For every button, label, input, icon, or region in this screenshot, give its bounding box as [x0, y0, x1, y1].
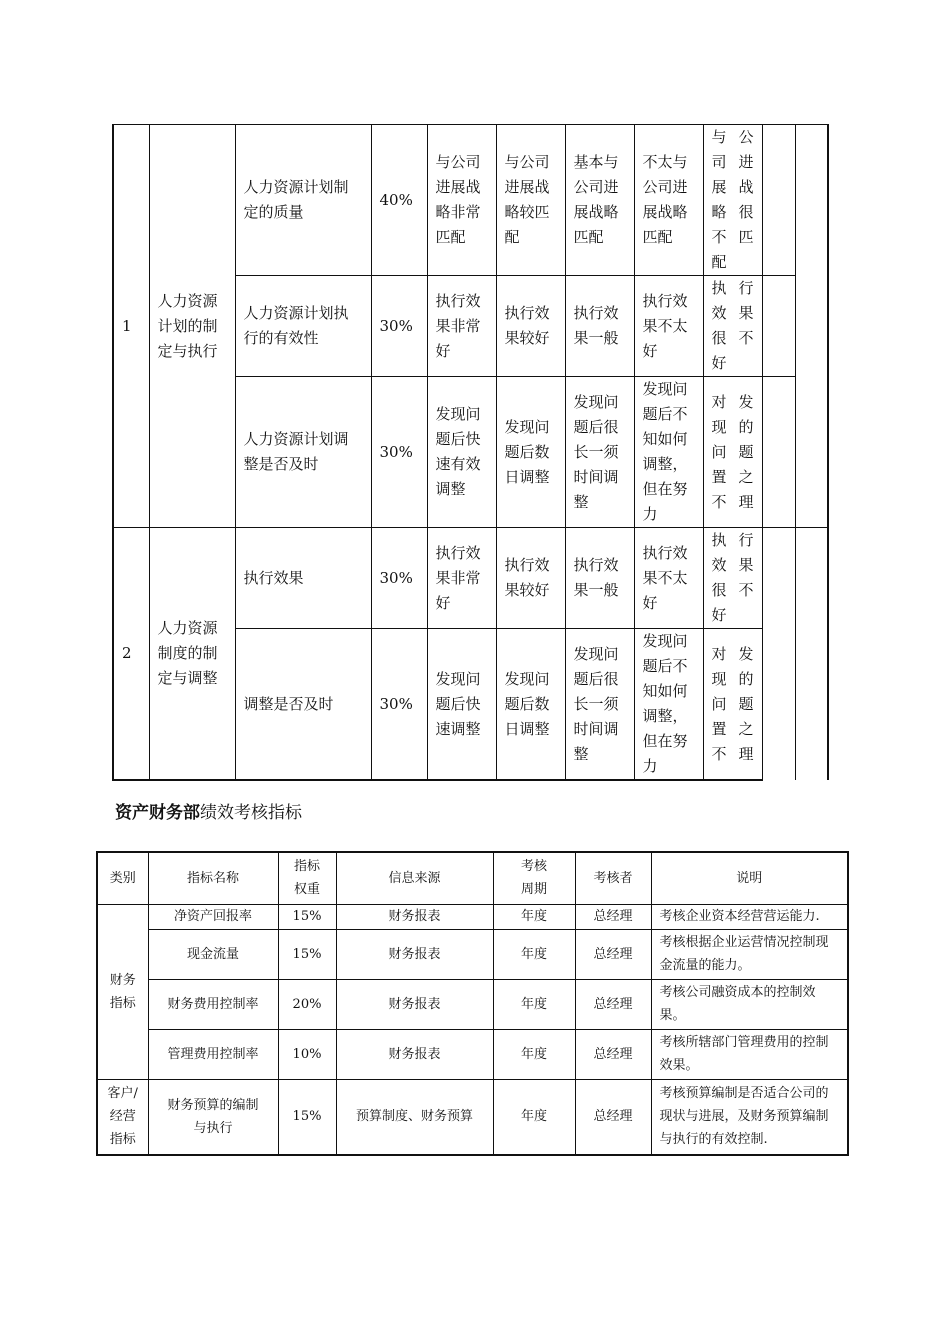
- table-row: [113, 528, 828, 629]
- level-good: 执行效果较好: [496, 528, 565, 629]
- remark-cell: [795, 125, 828, 528]
- level-average: 执行效果一般: [565, 276, 634, 377]
- category-name: 客户/经营指标: [97, 1079, 148, 1155]
- header-description: 说明: [651, 852, 848, 904]
- group-name: 人力资源计划的制定与执行: [149, 125, 235, 528]
- assessment-period: 年度: [493, 1079, 575, 1155]
- section-title: [115, 801, 302, 825]
- level-very-poor: 对发现的问题置之不理: [703, 629, 762, 781]
- level-poor: 执行效果不太好: [634, 528, 703, 629]
- indicator-name: 净资产回报率: [148, 904, 278, 929]
- level-excellent: 发现问题后快速调整: [427, 629, 496, 781]
- indicator-weight: 30%: [371, 276, 427, 377]
- indicator-name: 人力资源计划制定的质量: [235, 125, 371, 276]
- header-period: 考核周期: [493, 852, 575, 904]
- level-very-poor: 与公司进展战略很不匹配: [703, 125, 762, 276]
- info-source: 财务报表: [336, 904, 493, 929]
- indicator-weight: 15%: [278, 1079, 336, 1155]
- indicator-name: 调整是否及时: [235, 629, 371, 781]
- indicator-weight: 40%: [371, 125, 427, 276]
- hr-plan-assessment-table: [112, 124, 829, 781]
- header-assessor: 考核者: [575, 852, 651, 904]
- description: 考核根据企业运营情况控制现金流量的能力。: [651, 929, 848, 979]
- table-row: [97, 979, 848, 1029]
- level-good: 执行效果较好: [496, 276, 565, 377]
- level-average: 发现问题后很长一须时间调整: [565, 377, 634, 528]
- level-average: 基本与公司进展战略匹配: [565, 125, 634, 276]
- group-index: 1: [113, 125, 149, 528]
- assessment-period: 年度: [493, 929, 575, 979]
- description: 考核预算编制是否适合公司的现状与进展，及财务预算编制与执行的有效控制.: [651, 1079, 848, 1155]
- assessor: 总经理: [575, 904, 651, 929]
- level-very-poor: 执行效果很不好: [703, 528, 762, 629]
- header-category: 类别: [97, 852, 148, 904]
- remark-cell: [795, 528, 828, 781]
- description: 考核企业资本经营营运能力.: [651, 904, 848, 929]
- indicator-weight: 30%: [371, 629, 427, 781]
- indicator-name: 人力资源计划执行的有效性: [235, 276, 371, 377]
- assessment-period: 年度: [493, 979, 575, 1029]
- assessor: 总经理: [575, 1029, 651, 1079]
- level-average: 发现问题后很长一须时间调整: [565, 629, 634, 781]
- header-source: 信息来源: [336, 852, 493, 904]
- assessment-period: 年度: [493, 1029, 575, 1079]
- indicator-name: 财务费用控制率: [148, 979, 278, 1029]
- description: 考核所辖部门管理费用的控制效果。: [651, 1029, 848, 1079]
- table-row: [97, 1029, 848, 1079]
- indicator-name: 现金流量: [148, 929, 278, 979]
- table-row: [97, 904, 848, 929]
- indicator-weight: 30%: [371, 528, 427, 629]
- section-title-department: 资产财务部: [115, 803, 200, 823]
- level-good: 发现问题后数日调整: [496, 377, 565, 528]
- assessor: 总经理: [575, 929, 651, 979]
- table-row: [97, 1079, 848, 1155]
- group-index: 2: [113, 528, 149, 781]
- indicator-weight: 30%: [371, 377, 427, 528]
- assessor: 总经理: [575, 979, 651, 1029]
- table-row: [97, 929, 848, 979]
- score-cell: [762, 377, 795, 528]
- indicator-name: 人力资源计划调整是否及时: [235, 377, 371, 528]
- finance-kpi-table: [96, 851, 849, 1156]
- group-name: 人力资源制度的制定与调整: [149, 528, 235, 781]
- info-source: 财务报表: [336, 929, 493, 979]
- description: 考核公司融资成本的控制效果。: [651, 979, 848, 1029]
- indicator-name: 管理费用控制率: [148, 1029, 278, 1079]
- indicator-weight: 15%: [278, 929, 336, 979]
- info-source: 财务报表: [336, 1029, 493, 1079]
- category-name: 财务指标: [97, 904, 148, 1079]
- info-source: 预算制度、财务预算: [336, 1079, 493, 1155]
- table-row: [113, 125, 828, 276]
- level-very-poor: 对发现的问题置之不理: [703, 377, 762, 528]
- indicator-weight: 20%: [278, 979, 336, 1029]
- level-excellent: 发现问题后快速有效调整: [427, 377, 496, 528]
- indicator-name: 执行效果: [235, 528, 371, 629]
- assessor: 总经理: [575, 1079, 651, 1155]
- indicator-weight: 15%: [278, 904, 336, 929]
- header-indicator-name: 指标名称: [148, 852, 278, 904]
- level-good: 与公司进展战略较匹配: [496, 125, 565, 276]
- level-average: 执行效果一般: [565, 528, 634, 629]
- section-title-text: 绩效考核指标: [200, 803, 302, 823]
- header-weight: 指标权重: [278, 852, 336, 904]
- level-excellent: 与公司进展战略非常匹配: [427, 125, 496, 276]
- score-cell: [762, 528, 795, 781]
- level-very-poor: 执行效果很不好: [703, 276, 762, 377]
- level-excellent: 执行效果非常好: [427, 276, 496, 377]
- table-header-row: [97, 852, 848, 904]
- assessment-period: 年度: [493, 904, 575, 929]
- level-poor: 发现问题后不知如何调整，但在努力: [634, 629, 703, 781]
- level-poor: 不太与公司进展战略匹配: [634, 125, 703, 276]
- level-poor: 执行效果不太好: [634, 276, 703, 377]
- indicator-name: 财务预算的编制与执行: [148, 1079, 278, 1155]
- info-source: 财务报表: [336, 979, 493, 1029]
- level-excellent: 执行效果非常好: [427, 528, 496, 629]
- indicator-weight: 10%: [278, 1029, 336, 1079]
- score-cell: [762, 276, 795, 377]
- level-good: 发现问题后数日调整: [496, 629, 565, 781]
- score-cell: [762, 125, 795, 276]
- level-poor: 发现问题后不知如何调整，但在努力: [634, 377, 703, 528]
